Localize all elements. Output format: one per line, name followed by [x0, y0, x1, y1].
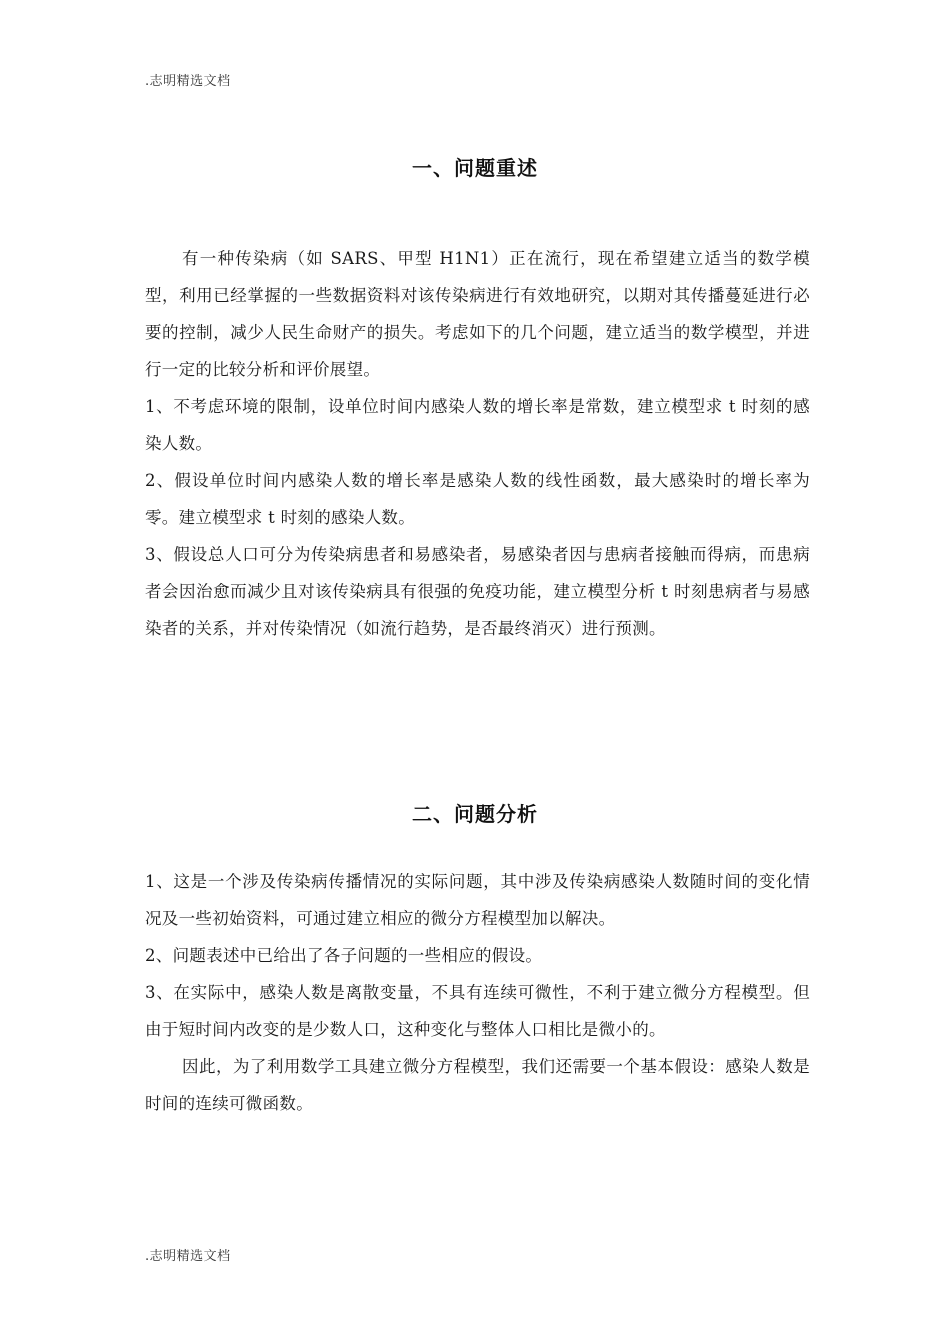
section-2-title: 二、问题分析	[412, 802, 538, 826]
section-2-item-2: 2、问题表述中已给出了各子问题的一些相应的假设。	[145, 946, 543, 965]
section-2-item-1: 1、这是一个涉及传染病传播情况的实际问题，其中涉及传染病感染人数随时间的变化情况及一些初始资料，可通过建立相应的微分方程模型加以解决。	[145, 872, 810, 928]
section-1-item-2: 2、假设单位时间内感染人数的增长率是感染人数的线性函数，最大感染时的增长率为零。建立模型求 t 时刻的感染人数。	[145, 471, 810, 527]
section-1-intro-paragraph: 有一种传染病（如 SARS、甲型 H1N1）正在流行，现在希望建立适当的数学模型，利用已经掌握的一些数据资料对该传染病进行有效地研究，以期对其传播蔓延进行必要的控制，减少人民生命财产的损失。考虑如下的几个问题，建立适当的数学模型，并进行一定的比较分析和评价展望。	[145, 249, 810, 379]
section-2-conclusion-paragraph: 因此，为了利用数学工具建立微分方程模型，我们还需要一个基本假设：感染人数是时间的连续可微函数。	[145, 1057, 810, 1113]
page-header-note: .志明精选文档	[145, 74, 231, 89]
page-footer-note: .志明精选文档	[145, 1249, 231, 1264]
section-2-body	[145, 863, 810, 1122]
section-2-item-3: 3、在实际中，感染人数是离散变量，不具有连续可微性，不利于建立微分方程模型。但由于短时间内改变的是少数人口，这种变化与整体人口相比是微小的。	[145, 983, 810, 1039]
section-1-item-1: 1、不考虑环境的限制，设单位时间内感染人数的增长率是常数，建立模型求 t 时刻的感染人数。	[145, 397, 810, 453]
section-1-title: 一、问题重述	[412, 156, 538, 180]
section-1-item-3: 3、假设总人口可分为传染病患者和易感染者，易感染者因与患病者接触而得病，而患病者会因治愈而减少且对该传染病具有很强的免疫功能，建立模型分析 t 时刻患病者与易感染者的关系，并对传染情况（如流行趋势，是否最终消灭）进行预测。	[145, 545, 810, 638]
section-1-body	[145, 240, 810, 647]
